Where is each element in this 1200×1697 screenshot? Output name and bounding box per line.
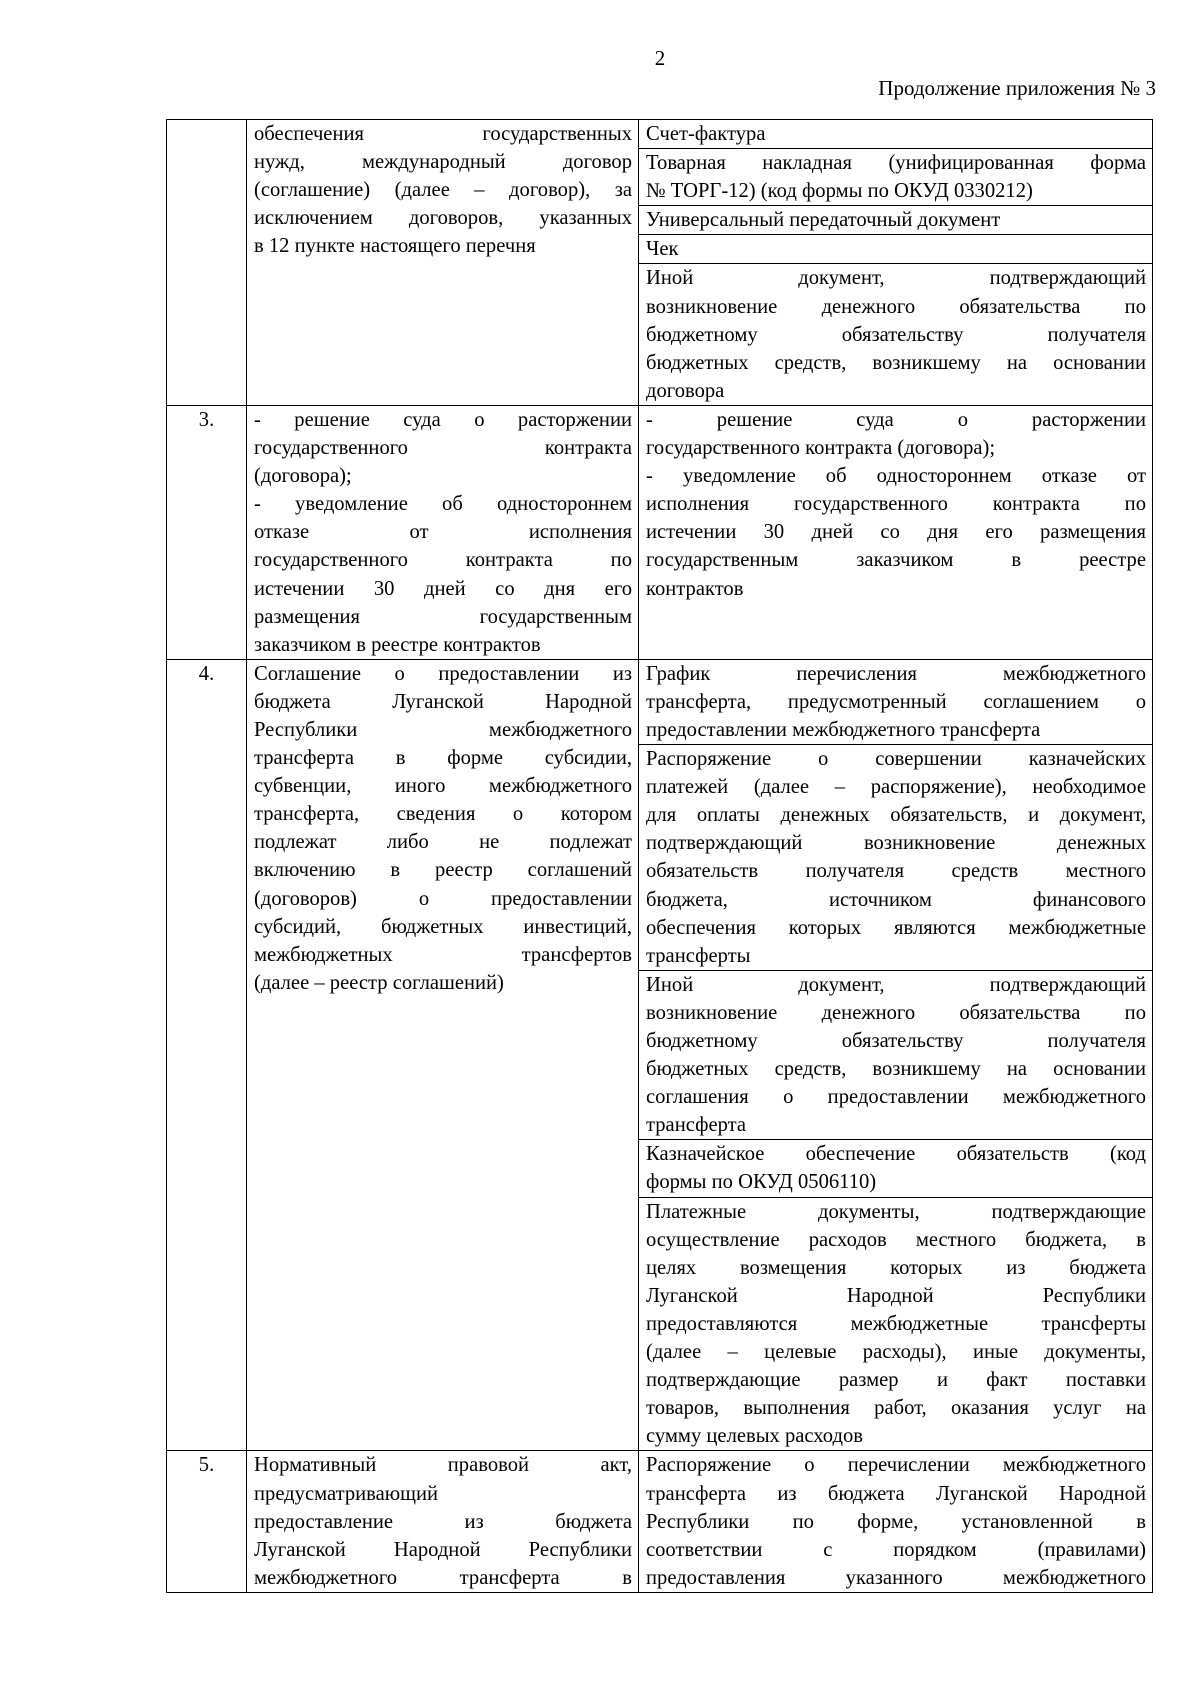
document-line: предоставляются межбюджетные трансферты [646, 1312, 1146, 1335]
document-line: сумму целевых расходов [646, 1425, 864, 1448]
document-line: Платежные документы, подтверждающие [646, 1200, 1146, 1223]
document-line: целях возмещения которых из бюджета [646, 1256, 1146, 1279]
document-line: Чек [646, 238, 679, 261]
basis-line: подлежат либо не подлежат [254, 831, 632, 854]
basis-line: Луганской Народной Республики [254, 1538, 632, 1561]
document-line: Республики по форме, установленной в [646, 1510, 1146, 1533]
basis-cell [247, 1451, 639, 1592]
document-line: Универсальный передаточный документ [646, 209, 1001, 232]
basis-line: обеспечения государственных [254, 123, 632, 145]
basis-line: бюджета Луганской Народной [254, 690, 632, 713]
document-line: договора [646, 379, 725, 402]
document-line: - решение суда о расторжении [646, 408, 1146, 431]
row-number-cell [167, 659, 247, 1451]
table-row [167, 120, 1153, 149]
document-cell [639, 1197, 1153, 1451]
document-line: бюджетных средств, возникшему на основании [646, 351, 1146, 374]
basis-line: заказчиком в реестре контрактов [254, 633, 541, 656]
basis-line: государственного контракта по [254, 549, 632, 572]
document-line: государственного контракта (договора); [646, 437, 996, 460]
basis-cell [247, 659, 639, 1451]
basis-line: межбюджетного трансферта в [254, 1566, 632, 1589]
table-row [167, 659, 1153, 744]
basis-line: предусматривающий [254, 1482, 439, 1505]
basis-line: (далее – реестр соглашений) [254, 971, 504, 994]
document-cell [639, 235, 1153, 264]
document-line: соответствии с порядком (правилами) [646, 1538, 1146, 1561]
document-line: товаров, выполнения работ, оказания услуг на [646, 1397, 1146, 1420]
basis-line: предоставление из бюджета [254, 1510, 632, 1533]
document-cell [639, 970, 1153, 1140]
document-line: трансферта, предусмотренный соглашением о [646, 690, 1146, 713]
document-line: исполнения государственного контракта по [646, 493, 1146, 516]
basis-line: - уведомление об одностороннем [254, 493, 632, 516]
basis-line: трансферта в форме субсидии, [254, 747, 632, 770]
document-line: осуществление расходов местного бюджета, в [646, 1228, 1146, 1251]
document-line: возникновение денежного обязательства по [646, 295, 1146, 318]
document-line: государственным заказчиком в реестре [646, 549, 1146, 572]
document-line: Распоряжение о перечислении межбюджетного [646, 1454, 1146, 1477]
document-line: - уведомление об одностороннем отказе от [646, 465, 1146, 488]
document-line: платежей (далее – распоряжение), необходимое [646, 776, 1146, 799]
basis-line: - решение суда о расторжении [254, 408, 632, 431]
basis-cell [247, 405, 639, 659]
document-line: бюджета, источником финансового [646, 888, 1146, 911]
document-line: формы по ОКУД 0506110) [646, 1171, 877, 1194]
basis-line: Соглашение о предоставлении из [254, 662, 632, 685]
appendix-continuation-label: Продолжение приложения № 3 [878, 76, 1156, 100]
document-cell [639, 149, 1153, 206]
basis-line: Республики межбюджетного [254, 718, 632, 741]
document-line: (далее – целевые расходы), иные документы, [646, 1341, 1146, 1364]
document-line: трансферта [646, 1114, 747, 1137]
basis-line: в 12 пункте настоящего перечня [254, 235, 536, 258]
row-number: 5. [198, 1454, 215, 1477]
table-row [167, 1451, 1153, 1592]
page-number: 2 [654, 46, 666, 70]
document-line: обеспечения которых являются межбюджетные [646, 916, 1146, 939]
basis-cell [247, 120, 639, 406]
document-line: Иной документ, подтверждающий [646, 973, 1146, 996]
document-line: предоставления указанного межбюджетного [646, 1566, 1146, 1589]
basis-line: исключением договоров, указанных [254, 207, 632, 230]
basis-line: отказе от исполнения [254, 521, 632, 544]
basis-line: (договоров) о предоставлении [254, 887, 632, 910]
document-line: Счет-фактура [646, 123, 766, 145]
basis-line: истечении 30 дней со дня его [254, 577, 632, 600]
document-line: График перечисления межбюджетного [646, 662, 1146, 685]
document-line: подтверждающий возникновение денежных [646, 832, 1146, 855]
document-line: Товарная накладная (унифицированная форма [646, 152, 1146, 175]
document-line: бюджетному обязательству получателя [646, 1030, 1146, 1052]
basis-line: (договора); [254, 465, 352, 488]
document-cell [639, 206, 1153, 235]
basis-line: государственного контракта [254, 437, 632, 460]
table-row [167, 405, 1153, 659]
document-line: соглашения о предоставлении межбюджетного [646, 1086, 1146, 1109]
basis-line: нужд, международный договор [254, 151, 632, 174]
document-line: бюджетному обязательству получателя [646, 323, 1146, 346]
basis-line: субсидий, бюджетных инвестиций, [254, 915, 632, 938]
row-number-cell [167, 405, 247, 659]
document-cell [639, 405, 1153, 659]
row-number-cell [167, 120, 247, 406]
document-line: истечении 30 дней со дня его размещения [646, 521, 1146, 544]
basis-line: межбюджетных трансфертов [254, 943, 632, 966]
document-line: Иной документ, подтверждающий [646, 267, 1146, 290]
document-cell [639, 1451, 1153, 1592]
document-cell [639, 1140, 1153, 1197]
basis-line: трансферта, сведения о котором [254, 803, 632, 826]
basis-line: субвенции, иного межбюджетного [254, 775, 632, 798]
document-cell [639, 745, 1153, 971]
document-line: Луганской Народной Республики [646, 1284, 1146, 1307]
document-line: возникновение денежного обязательства по [646, 1001, 1146, 1024]
row-number-cell [167, 1451, 247, 1592]
row-number: 3. [198, 408, 215, 431]
row-number: 4. [198, 662, 215, 685]
document-line: Казначейское обеспечение обязательств (код [646, 1143, 1146, 1166]
document-line: № ТОРГ-12) (код формы по ОКУД 0330212) [646, 180, 1033, 203]
basis-line: Нормативный правовой акт, [254, 1454, 632, 1477]
basis-line: размещения государственным [254, 605, 632, 628]
document-line: бюджетных средств, возникшему на основании [646, 1058, 1146, 1081]
document-line: Распоряжение о совершении казначейских [646, 748, 1146, 771]
document-line: контрактов [646, 577, 744, 600]
document-cell [639, 264, 1153, 405]
document-line: трансферта из бюджета Луганской Народной [646, 1482, 1146, 1505]
document-line: трансферты [646, 944, 751, 967]
documents-table [166, 119, 1153, 1593]
basis-line: (соглашение) (далее – договор), за [254, 179, 632, 202]
document-line: для оплаты денежных обязательств, и документ, [646, 804, 1146, 827]
basis-line: включению в реестр соглашений [254, 859, 632, 882]
document-line: подтверждающие размер и факт поставки [646, 1369, 1146, 1392]
document-line: предоставлении межбюджетного трансферта [646, 718, 1041, 741]
document-cell [639, 120, 1153, 149]
document-line: обязательств получателя средств местного [646, 860, 1146, 883]
document-cell [639, 659, 1153, 744]
